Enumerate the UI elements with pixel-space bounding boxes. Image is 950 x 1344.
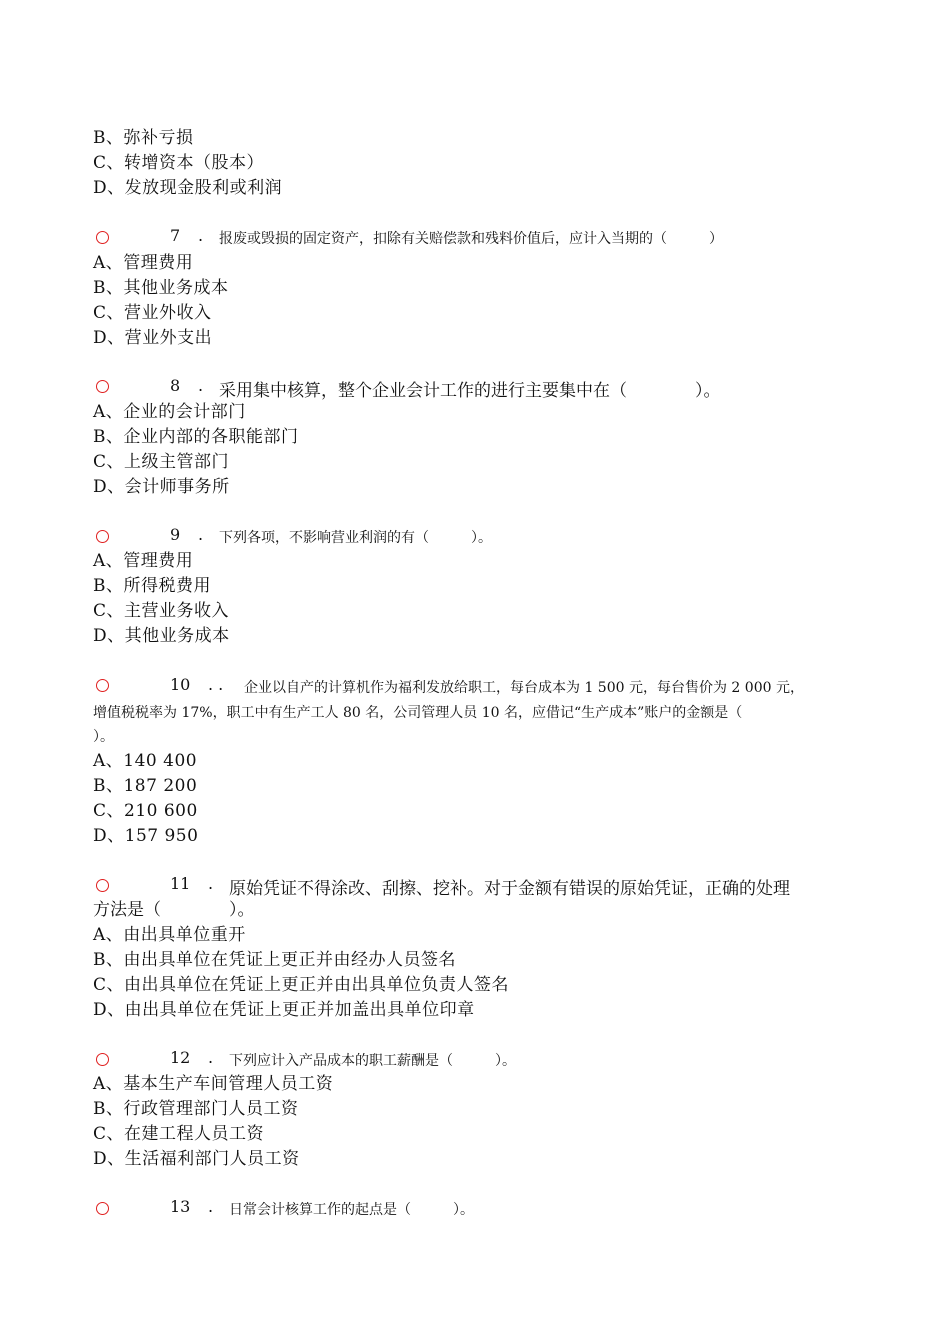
option-c: C、主营业务收入 bbox=[93, 601, 230, 621]
radio-marker-q12[interactable] bbox=[96, 1053, 109, 1066]
option-a: A、由出具单位重开 bbox=[93, 925, 246, 945]
option-d: D、发放现金股利或利润 bbox=[93, 178, 283, 198]
question-number: 11 bbox=[170, 874, 191, 893]
option-b: B、由出具单位在凭证上更正并由经办人员签名 bbox=[93, 950, 456, 970]
question-number: 8 bbox=[170, 376, 181, 395]
option-c: C、转增资本（股本） bbox=[93, 153, 265, 173]
radio-marker-q10[interactable] bbox=[96, 679, 109, 692]
question-separator: . bbox=[198, 525, 204, 544]
question-number: 10 bbox=[170, 675, 191, 694]
option-c: C、由出具单位在凭证上更正并由出具单位负责人签名 bbox=[93, 975, 510, 995]
question-number: 9 bbox=[170, 525, 181, 544]
question-text-continuation: 方法是（ ）。 bbox=[93, 900, 255, 920]
radio-marker-q7[interactable] bbox=[96, 231, 109, 244]
option-d: D、会计师事务所 bbox=[93, 477, 230, 497]
radio-marker-q8[interactable] bbox=[96, 380, 109, 393]
radio-marker-q11[interactable] bbox=[96, 879, 109, 892]
question-text: 报废或毁损的固定资产，扣除有关赔偿款和残料价值后，应计入当期的（ ） bbox=[219, 231, 723, 247]
question-text: 原始凭证不得涂改、刮擦、挖补。对于金额有错误的原始凭证，正确的处理 bbox=[229, 879, 790, 899]
option-b: B、187 200 bbox=[93, 776, 198, 796]
option-c: C、在建工程人员工资 bbox=[93, 1124, 265, 1144]
question-text: 采用集中核算，整个企业会计工作的进行主要集中在（ ）。 bbox=[219, 381, 721, 401]
question-text-continuation: ）。 bbox=[93, 729, 114, 745]
option-c: C、210 600 bbox=[93, 801, 198, 821]
question-number: 7 bbox=[170, 226, 181, 245]
question-number: 12 bbox=[170, 1048, 191, 1067]
question-separator: . bbox=[208, 1197, 214, 1216]
question-separator: . . bbox=[208, 675, 224, 694]
option-b: B、企业内部的各职能部门 bbox=[93, 427, 299, 447]
option-a: A、基本生产车间管理人员工资 bbox=[93, 1074, 334, 1094]
option-c: C、营业外收入 bbox=[93, 303, 212, 323]
question-separator: . bbox=[198, 376, 204, 395]
question-separator: . bbox=[198, 226, 204, 245]
question-text: 下列应计入产品成本的职工薪酬是（ ）。 bbox=[229, 1053, 516, 1069]
question-text: 日常会计核算工作的起点是（ ）。 bbox=[229, 1202, 474, 1218]
option-a: A、管理费用 bbox=[93, 253, 194, 273]
option-a: A、140 400 bbox=[93, 751, 198, 771]
radio-marker-q13[interactable] bbox=[96, 1202, 109, 1215]
option-d: D、生活福利部门人员工资 bbox=[93, 1149, 300, 1169]
question-text: 企业以自产的计算机作为福利发放给职工，每台成本为 1 500 元，每台售价为 2 000 元， bbox=[244, 680, 804, 696]
option-a: A、企业的会计部门 bbox=[93, 402, 246, 422]
option-b: B、行政管理部门人员工资 bbox=[93, 1099, 299, 1119]
option-d: D、营业外支出 bbox=[93, 328, 213, 348]
question-separator: . bbox=[208, 1048, 214, 1067]
question-separator: . bbox=[208, 874, 214, 893]
option-b: B、弥补亏损 bbox=[93, 128, 194, 148]
radio-marker-q9[interactable] bbox=[96, 530, 109, 543]
option-d: D、由出具单位在凭证上更正并加盖出具单位印章 bbox=[93, 1000, 475, 1020]
question-text-continuation: 增值税税率为 17%，职工中有生产工人 80 名，公司管理人员 10 名，应借记“生产成本”账户的金额是（ bbox=[93, 705, 743, 721]
option-a: A、管理费用 bbox=[93, 551, 194, 571]
question-text: 下列各项，不影响营业利润的有（ ）。 bbox=[219, 530, 492, 546]
option-c: C、上级主管部门 bbox=[93, 452, 230, 472]
option-b: B、其他业务成本 bbox=[93, 278, 229, 298]
option-d: D、其他业务成本 bbox=[93, 626, 230, 646]
option-d: D、157 950 bbox=[93, 826, 199, 846]
question-number: 13 bbox=[170, 1197, 191, 1216]
option-b: B、所得税费用 bbox=[93, 576, 211, 596]
